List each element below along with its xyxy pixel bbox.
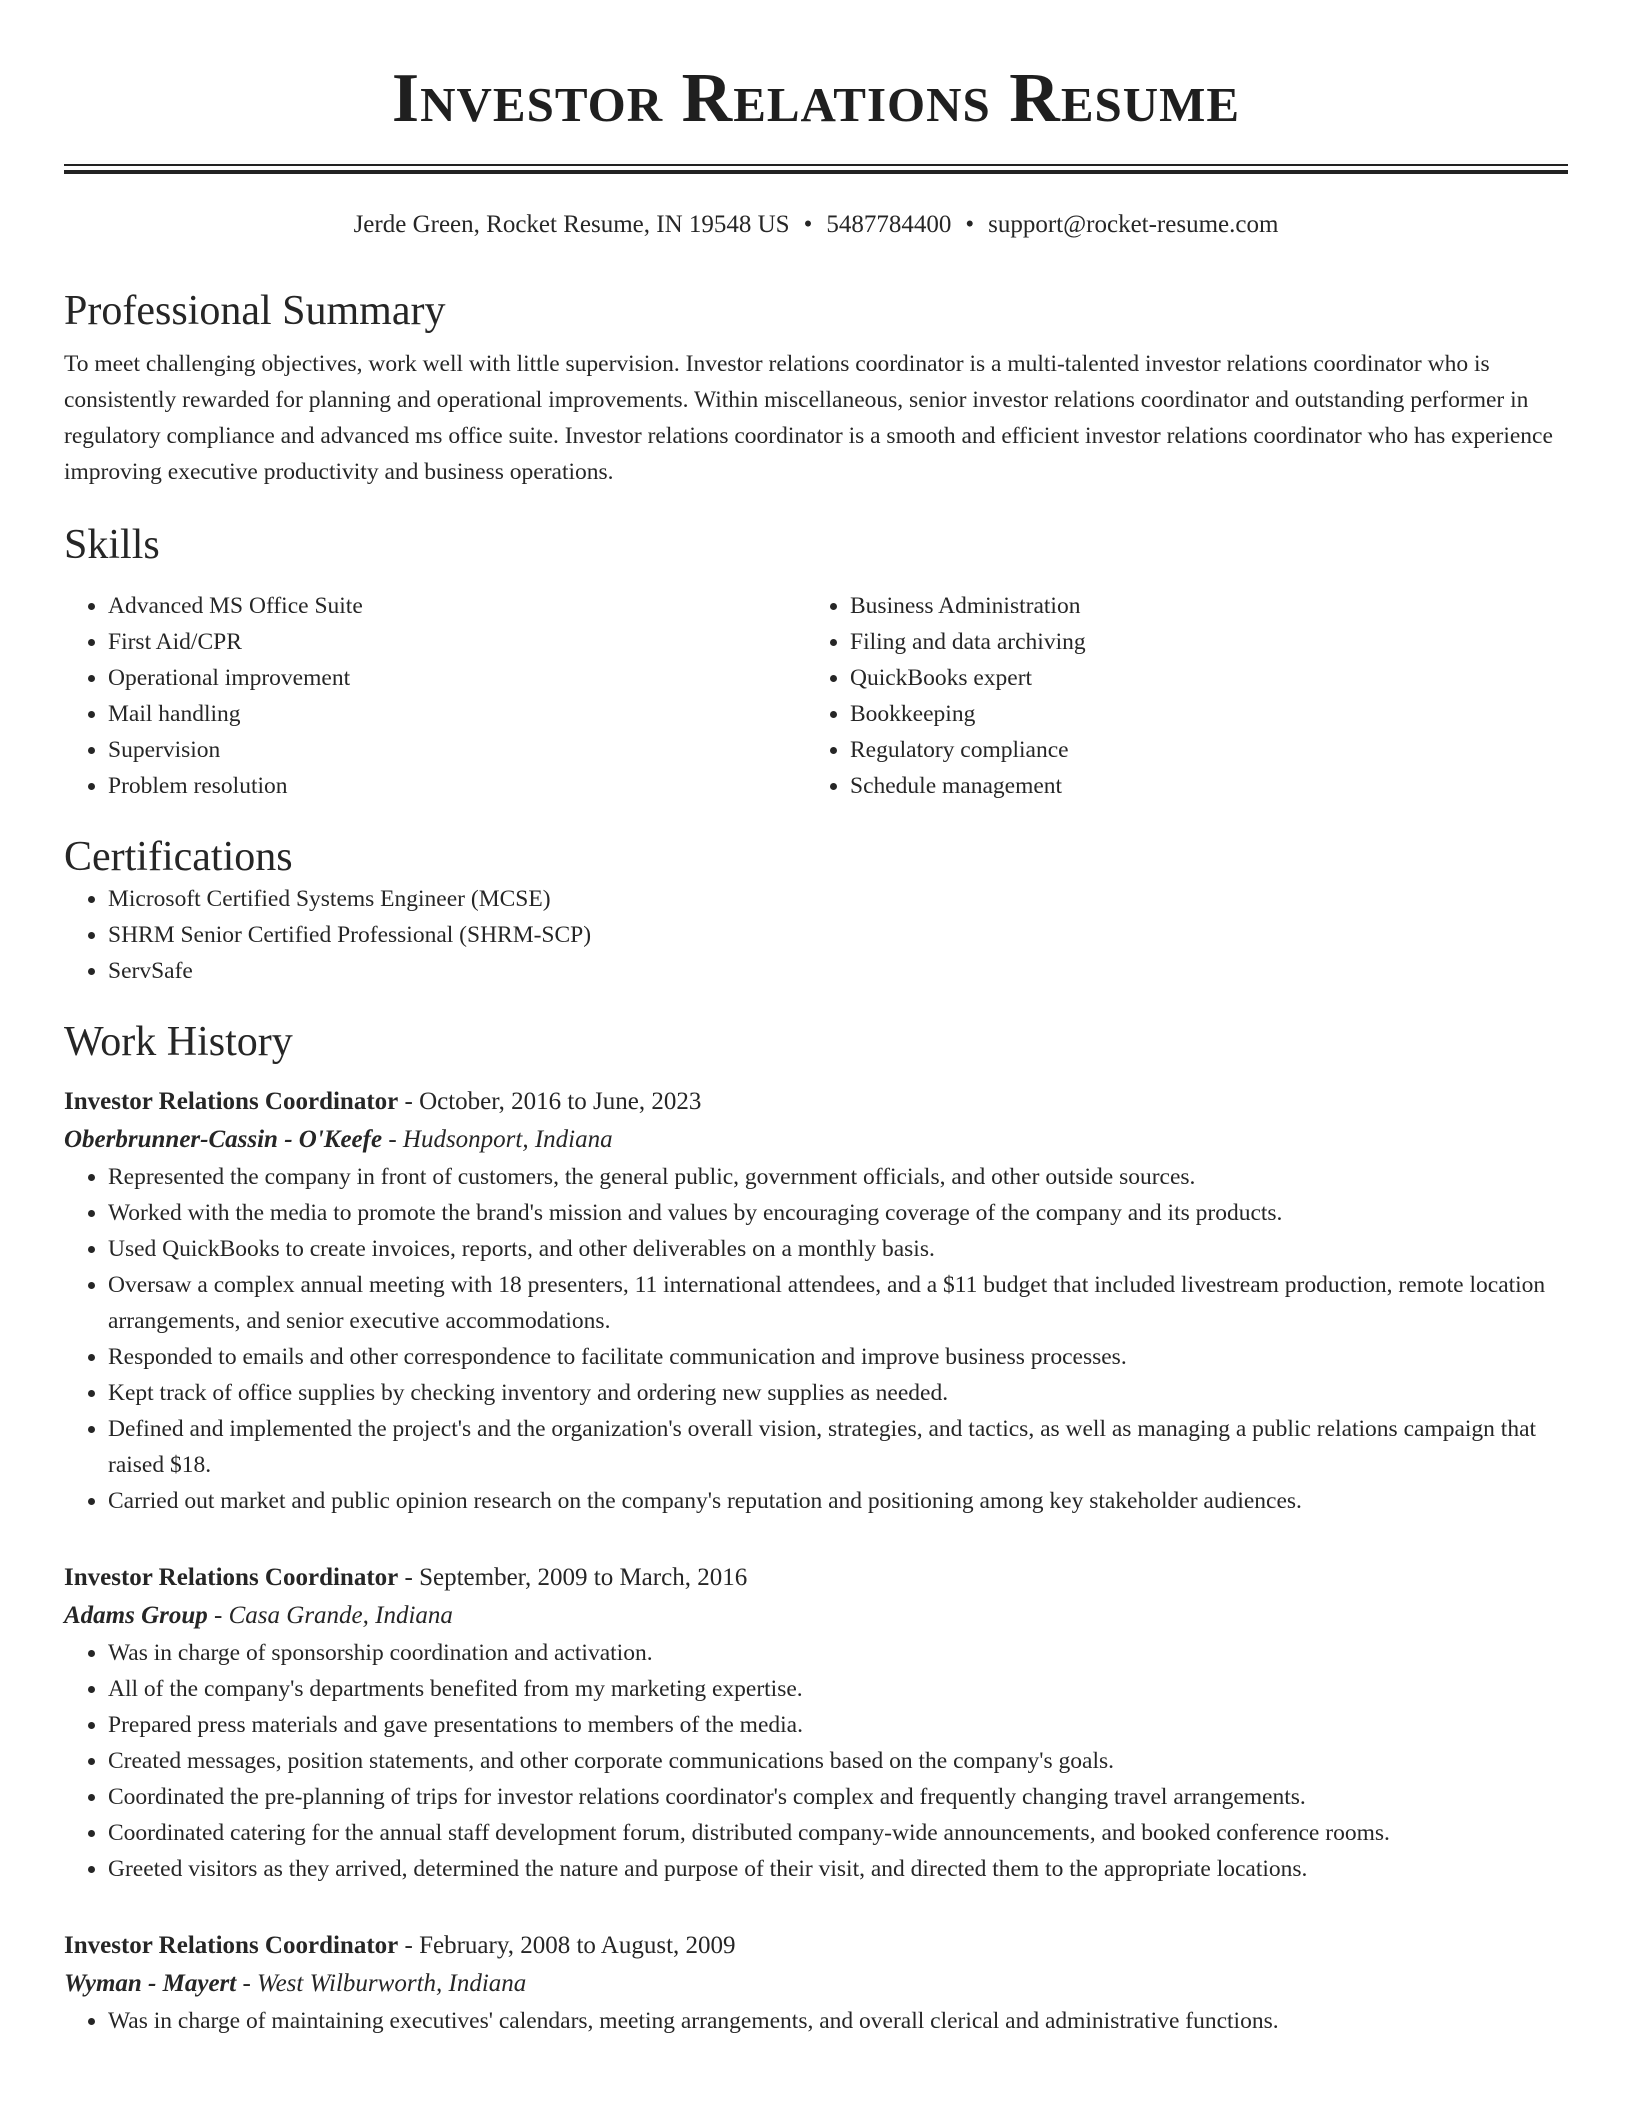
skill-item: • Schedule management xyxy=(850,768,1568,804)
job-company-line xyxy=(64,1121,1568,1159)
skills-grid xyxy=(64,588,1568,804)
job-duty: • All of the company's departments benefited from my marketing expertise. xyxy=(108,1671,1568,1707)
contact-phone: 5487784400 xyxy=(826,211,952,238)
skill-item: • Mail handling xyxy=(108,696,806,732)
skills-list-right xyxy=(806,588,1568,804)
certification-item: • SHRM Senior Certified Professional (SHRM-SCP) xyxy=(108,917,1568,953)
job-title: Investor Relations Coordinator xyxy=(64,1931,399,1959)
skill-item: • Filing and data archiving xyxy=(850,624,1568,660)
skill-item: • First Aid/CPR xyxy=(108,624,806,660)
certifications-heading: Certifications xyxy=(64,834,293,881)
job-entry xyxy=(64,1927,1568,2039)
contact-line xyxy=(64,210,1568,240)
job-company: Wyman - Mayert xyxy=(64,1969,237,1997)
contact-address: Jerde Green, Rocket Resume, IN 19548 US xyxy=(353,211,790,238)
work-history-heading: Work History xyxy=(64,1018,293,1065)
summary-text: To meet challenging objectives, work well with little supervision. Investor relations coordinator is a multi-talented investor relations coordinator who is consistently rewarded for planning and operational improvements. Within miscellaneous, senior investor relations coordinator and outstanding performer in regulatory compliance and advanced ms office suite. Investor relations coordinator is a smooth and efficient investor relations coordinator who has experience improving executive productivity and business operations. xyxy=(64,351,1553,486)
job-title: Investor Relations Coordinator xyxy=(64,1563,399,1591)
job-duties-list xyxy=(64,1159,1568,1519)
job-duty: • Greeted visitors as they arrived, determined the nature and purpose of their visit, and directed them to the appropriate locations. xyxy=(108,1851,1568,1887)
job-company: Adams Group xyxy=(64,1601,208,1629)
job-location: - Casa Grande, Indiana xyxy=(207,1601,453,1629)
job-duty: • Represented the company in front of customers, the general public, government officials, and other outside sources. xyxy=(108,1159,1568,1195)
skill-item: • Business Administration xyxy=(850,588,1568,624)
contact-separator: • xyxy=(803,211,813,238)
skills-heading: Skills xyxy=(64,522,160,569)
skill-item: • QuickBooks expert xyxy=(850,660,1568,696)
certification-item: • ServSafe xyxy=(108,953,1568,989)
job-duty: • Kept track of office supplies by checking inventory and ordering new supplies as needed. xyxy=(108,1375,1568,1411)
job-company-line xyxy=(64,1597,1568,1635)
job-dates: - September, 2009 to March, 2016 xyxy=(398,1563,748,1591)
job-duty: • Created messages, position statements, and other corporate communications based on the company's goals. xyxy=(108,1743,1568,1779)
certification-item: • Microsoft Certified Systems Engineer (MCSE) xyxy=(108,881,1568,917)
contact-separator: • xyxy=(965,211,975,238)
summary-heading: Professional Summary xyxy=(64,288,446,334)
job-duty: • Coordinated the pre-planning of trips for investor relations coordinator's complex and frequently changing travel arrangements. xyxy=(108,1779,1568,1815)
job-title-line xyxy=(64,1927,1568,1965)
skill-item: • Problem resolution xyxy=(108,768,806,804)
title-divider xyxy=(64,164,1568,174)
job-title-line xyxy=(64,1559,1568,1597)
job-duty: • Was in charge of sponsorship coordination and activation. xyxy=(108,1635,1568,1671)
skill-item: • Bookkeeping xyxy=(850,696,1568,732)
job-duty: • Carried out market and public opinion research on the company's reputation and positioning among key stakeholder audiences. xyxy=(108,1483,1568,1519)
skill-item: • Operational improvement xyxy=(108,660,806,696)
job-duty: • Oversaw a complex annual meeting with 18 presenters, 11 international attendees, and a $11 budget that included livestream production, remote location arrangements, and senior executive accommodations. xyxy=(108,1267,1568,1339)
job-duty: • Was in charge of maintaining executives' calendars, meeting arrangements, and overall clerical and administrative functions. xyxy=(108,2003,1568,2039)
certifications-list xyxy=(64,881,1568,989)
skills-list-left xyxy=(64,588,806,804)
skill-item: • Regulatory compliance xyxy=(850,732,1568,768)
job-entry xyxy=(64,1083,1568,1519)
job-dates: - October, 2016 to June, 2023 xyxy=(398,1087,702,1115)
job-duties-list xyxy=(64,1635,1568,1887)
resume-title: Investor Relations Resume xyxy=(391,60,1241,137)
job-company-line xyxy=(64,1965,1568,2003)
job-duty: • Used QuickBooks to create invoices, reports, and other deliverables on a monthly basis. xyxy=(108,1231,1568,1267)
contact-email: support@rocket-resume.com xyxy=(988,211,1279,238)
job-title: Investor Relations Coordinator xyxy=(64,1087,399,1115)
job-duty: • Worked with the media to promote the brand's mission and values by encouraging coverage of the company and its products. xyxy=(108,1195,1568,1231)
job-duty: • Coordinated catering for the annual staff development forum, distributed company-wide announcements, and booked conference rooms. xyxy=(108,1815,1568,1851)
job-title-line xyxy=(64,1083,1568,1121)
job-duty: • Prepared press materials and gave presentations to members of the media. xyxy=(108,1707,1568,1743)
job-duty: • Defined and implemented the project's and the organization's overall vision, strategies, and tactics, as well as managing a public relations campaign that raised $18. xyxy=(108,1411,1568,1483)
skill-item: • Supervision xyxy=(108,732,806,768)
job-dates: - February, 2008 to August, 2009 xyxy=(398,1931,736,1959)
skill-item: • Advanced MS Office Suite xyxy=(108,588,806,624)
job-location: - Hudsonport, Indiana xyxy=(382,1125,613,1153)
job-duty: • Responded to emails and other correspondence to facilitate communication and improve business processes. xyxy=(108,1339,1568,1375)
job-entry xyxy=(64,1559,1568,1887)
job-duties-list xyxy=(64,2003,1568,2039)
job-location: - West Wilburworth, Indiana xyxy=(236,1969,527,1997)
job-company: Oberbrunner-Cassin - O'Keefe xyxy=(64,1125,383,1153)
